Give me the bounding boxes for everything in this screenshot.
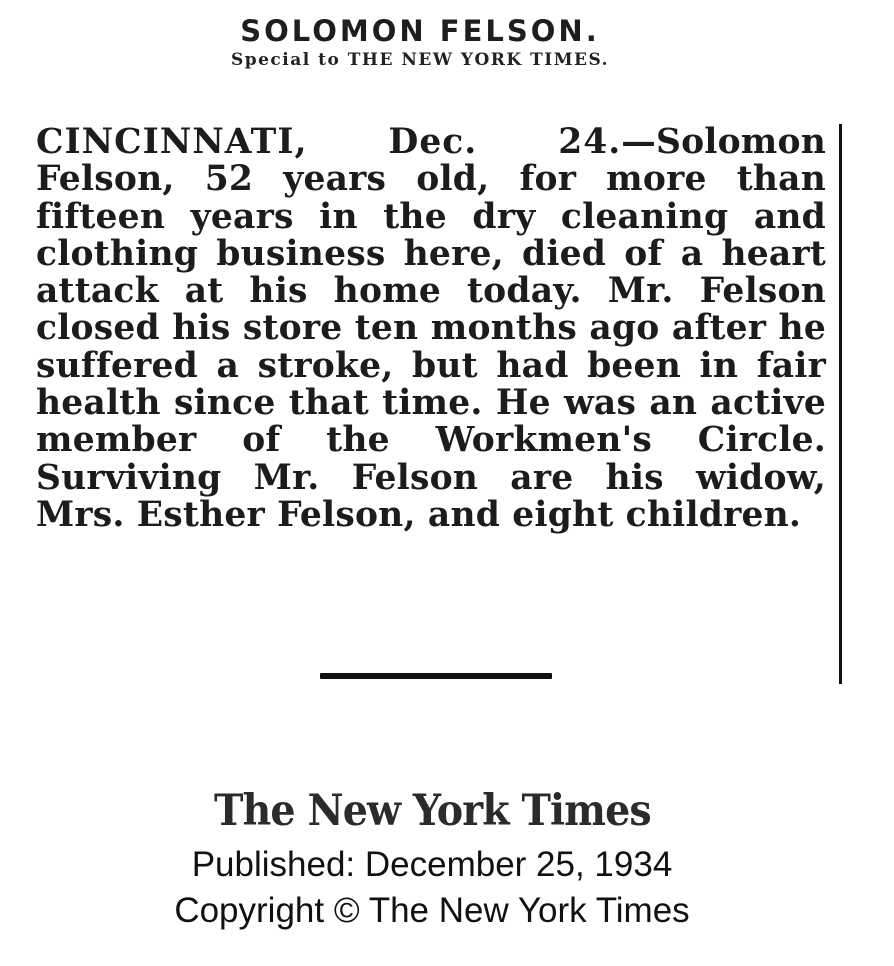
headline: SOLOMON FELSON. [240, 14, 600, 48]
end-of-article-rule [320, 673, 552, 679]
published-date: Published: December 25, 1934 [191, 845, 673, 884]
column-rule [839, 124, 842, 684]
article-body-text: —Solomon Felson, 52 years old, for more than fifteen years in the dry cleaning and clothing business here, died of a heart attack at his home today. Mr. Felson closed his store ten months ago after he suffered a stroke, but had been in fair health since that time. He was an active member of the Workmen's Circle. Surviving Mr. Felson are his widow, Mrs. Esther Felson, and eight children. [36, 122, 826, 535]
dateline: CINCINNATI, Dec. 24. [36, 122, 622, 162]
footer [0, 780, 864, 934]
special-credit-line: Special to THE NEW YORK TIMES. [230, 50, 610, 70]
copyright-notice: Copyright © The New York Times [174, 891, 690, 930]
nyt-masthead-logo: The New York Times [213, 786, 651, 836]
article-body [36, 124, 826, 534]
